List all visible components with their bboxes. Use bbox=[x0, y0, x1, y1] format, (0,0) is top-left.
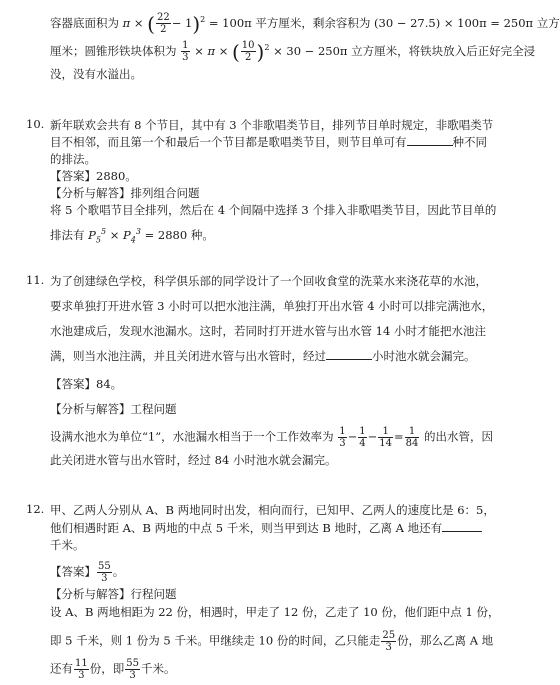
question-number: 11. bbox=[26, 273, 45, 287]
text: = 2880 种。 bbox=[144, 227, 214, 242]
text: 容器底面积为 bbox=[50, 15, 119, 30]
answer-blank bbox=[407, 134, 453, 146]
answer-blank bbox=[326, 348, 372, 360]
fraction: $\frac{55}{3}$ bbox=[126, 658, 139, 681]
text: 千米。 bbox=[140, 661, 176, 676]
text: (30 − 27.5) × 100π = 250π 立方 bbox=[374, 15, 560, 30]
q10-analysis: 【分析与解答】排列组合问题 bbox=[50, 186, 200, 200]
text: 排法有 bbox=[50, 227, 85, 242]
math-text: × π × bbox=[194, 43, 229, 58]
intro-line-1 bbox=[50, 11, 560, 36]
q10-answer: 【答案】2880。 bbox=[50, 169, 137, 183]
question-number: 12. bbox=[26, 502, 45, 516]
q10-line-2 bbox=[50, 134, 509, 150]
fraction: $\frac{1}{3}$ bbox=[182, 40, 189, 64]
q11-analysis: 【分析与解答】工程问题 bbox=[50, 402, 177, 416]
q10-solution-2 bbox=[50, 224, 509, 248]
text: 的出水管，因 bbox=[424, 429, 494, 444]
fraction: $\frac{1}{14}$ bbox=[379, 426, 392, 449]
text: 他们相遇时距 A、B 两地的中点 5 千米，则当甲到达 B 地时，乙离 A 地还有 bbox=[50, 521, 443, 535]
q11-line-1: 为了创建绿色学校，科学俱乐部的同学设计了一个回收食堂的洗菜水来浇花草的水池， bbox=[50, 274, 487, 288]
permutation-formula: $P_5^5 \times P_4^3$ bbox=[88, 227, 141, 245]
fraction: $\frac{22}{2}$ bbox=[156, 12, 170, 36]
text: 还有 bbox=[50, 661, 73, 676]
math-text: π × bbox=[122, 15, 144, 30]
fraction: $\frac{55}{3}$ bbox=[98, 561, 111, 584]
intro-line-3: 没，没有水溢出。 bbox=[50, 67, 142, 81]
text: 设满水池水为单位“1”，水池漏水相当于一个工作效率为 bbox=[50, 429, 334, 444]
q12-line-3: 千米。 bbox=[50, 538, 85, 552]
q12-solution-3 bbox=[50, 658, 509, 681]
q12-solution-1: 设 A、B 两地相距为 22 份，相遇时，甲走了 12 份，乙走了 10 份，他们距中点 1 份， bbox=[50, 605, 500, 619]
text: 厘米；圆锥形铁块体积为 bbox=[50, 43, 177, 58]
text: 。 bbox=[112, 564, 125, 579]
fraction: $\frac{1}{4}$ bbox=[359, 426, 366, 449]
q12-line-2 bbox=[50, 520, 509, 536]
paren-open: ( bbox=[231, 39, 240, 64]
q10-line-3: 的排法。 bbox=[50, 152, 96, 166]
answer-blank bbox=[442, 520, 482, 532]
text: 份，即 bbox=[89, 661, 125, 676]
exponent: 2 bbox=[264, 43, 270, 52]
paren-open: ( bbox=[147, 11, 155, 36]
text: 即 5 千米，则 1 份为 5 千米。甲继续走 10 份的时间，乙只能走 bbox=[50, 633, 381, 648]
q11-line-3: 水池建成后，发现水池漏水。这时，若同时打开进水管与出水管 14 小时才能把水池注 bbox=[50, 324, 486, 338]
q12-solution-2 bbox=[50, 630, 509, 653]
fraction: $\frac{1}{84}$ bbox=[405, 426, 419, 449]
q10-line-1: 新年联欢会共有 8 个节目，其中有 3 个非歌唱类节目，排列节目单时规定，非歌唱类节 bbox=[50, 118, 494, 132]
text: 【答案】 bbox=[50, 564, 96, 579]
q11-line-2: 要求单独打开进水管 3 小时可以把水池注满，单独打开出水管 4 小时可以排完满池水， bbox=[50, 299, 494, 313]
text: 份，那么乙离 A 地 bbox=[397, 633, 494, 648]
exponent: 2 bbox=[200, 15, 206, 24]
math-text: − 1 bbox=[171, 15, 193, 30]
fraction: $\frac{11}{3}$ bbox=[75, 658, 88, 681]
text: 目不相邻，而且第一个和最后一个节目都是歌唱类节目，则节目单可有 bbox=[50, 135, 407, 149]
paren-close: ) bbox=[256, 39, 265, 64]
text: × 30 − 250π 立方厘米，将铁块放入后正好完全浸 bbox=[273, 43, 536, 58]
text: 种不同 bbox=[452, 135, 487, 149]
fraction: $\frac{10}{2}$ bbox=[241, 40, 255, 64]
fraction: $\frac{25}{3}$ bbox=[382, 630, 396, 653]
text: 满，则当水池注满，并且关闭进水管与出水管时，经过 bbox=[50, 349, 326, 363]
q11-solution-1: 设满水池水为单位“1”，水池漏水相当于一个工作效率为 $\frac{1}{3}$ − $\frac{1}{4}$ − $\frac{1}{14}$ = $\frac{1}{84}$ 的出水管，因 bbox=[50, 426, 494, 449]
q12-line-1: 甲、乙两人分别从 A、B 两地同时出发，相向而行，已知甲、乙两人的速度比是 6：5， bbox=[50, 503, 495, 517]
intro-line-2 bbox=[50, 39, 536, 64]
paren-close: ) bbox=[192, 11, 201, 36]
question-number: 10. bbox=[26, 117, 45, 131]
q12-analysis: 【分析与解答】行程问题 bbox=[50, 587, 177, 601]
q12-answer bbox=[50, 561, 509, 584]
text: 小时池水就会漏完。 bbox=[372, 349, 476, 363]
q11-answer: 【答案】84。 bbox=[50, 377, 123, 391]
text: = 100π 平方厘米，剩余容积为 bbox=[208, 15, 371, 30]
fraction: $\frac{1}{3}$ bbox=[339, 426, 346, 449]
q11-line-4 bbox=[50, 348, 509, 364]
q10-solution-1: 将 5 个歌唱节目全排列，然后在 4 个间隔中选择 3 个排入非歌唱类节目，因此节目单的 bbox=[50, 203, 497, 217]
q11-solution-2: 此关闭进水管与出水管时，经过 84 小时池水就会漏完。 bbox=[50, 453, 337, 467]
